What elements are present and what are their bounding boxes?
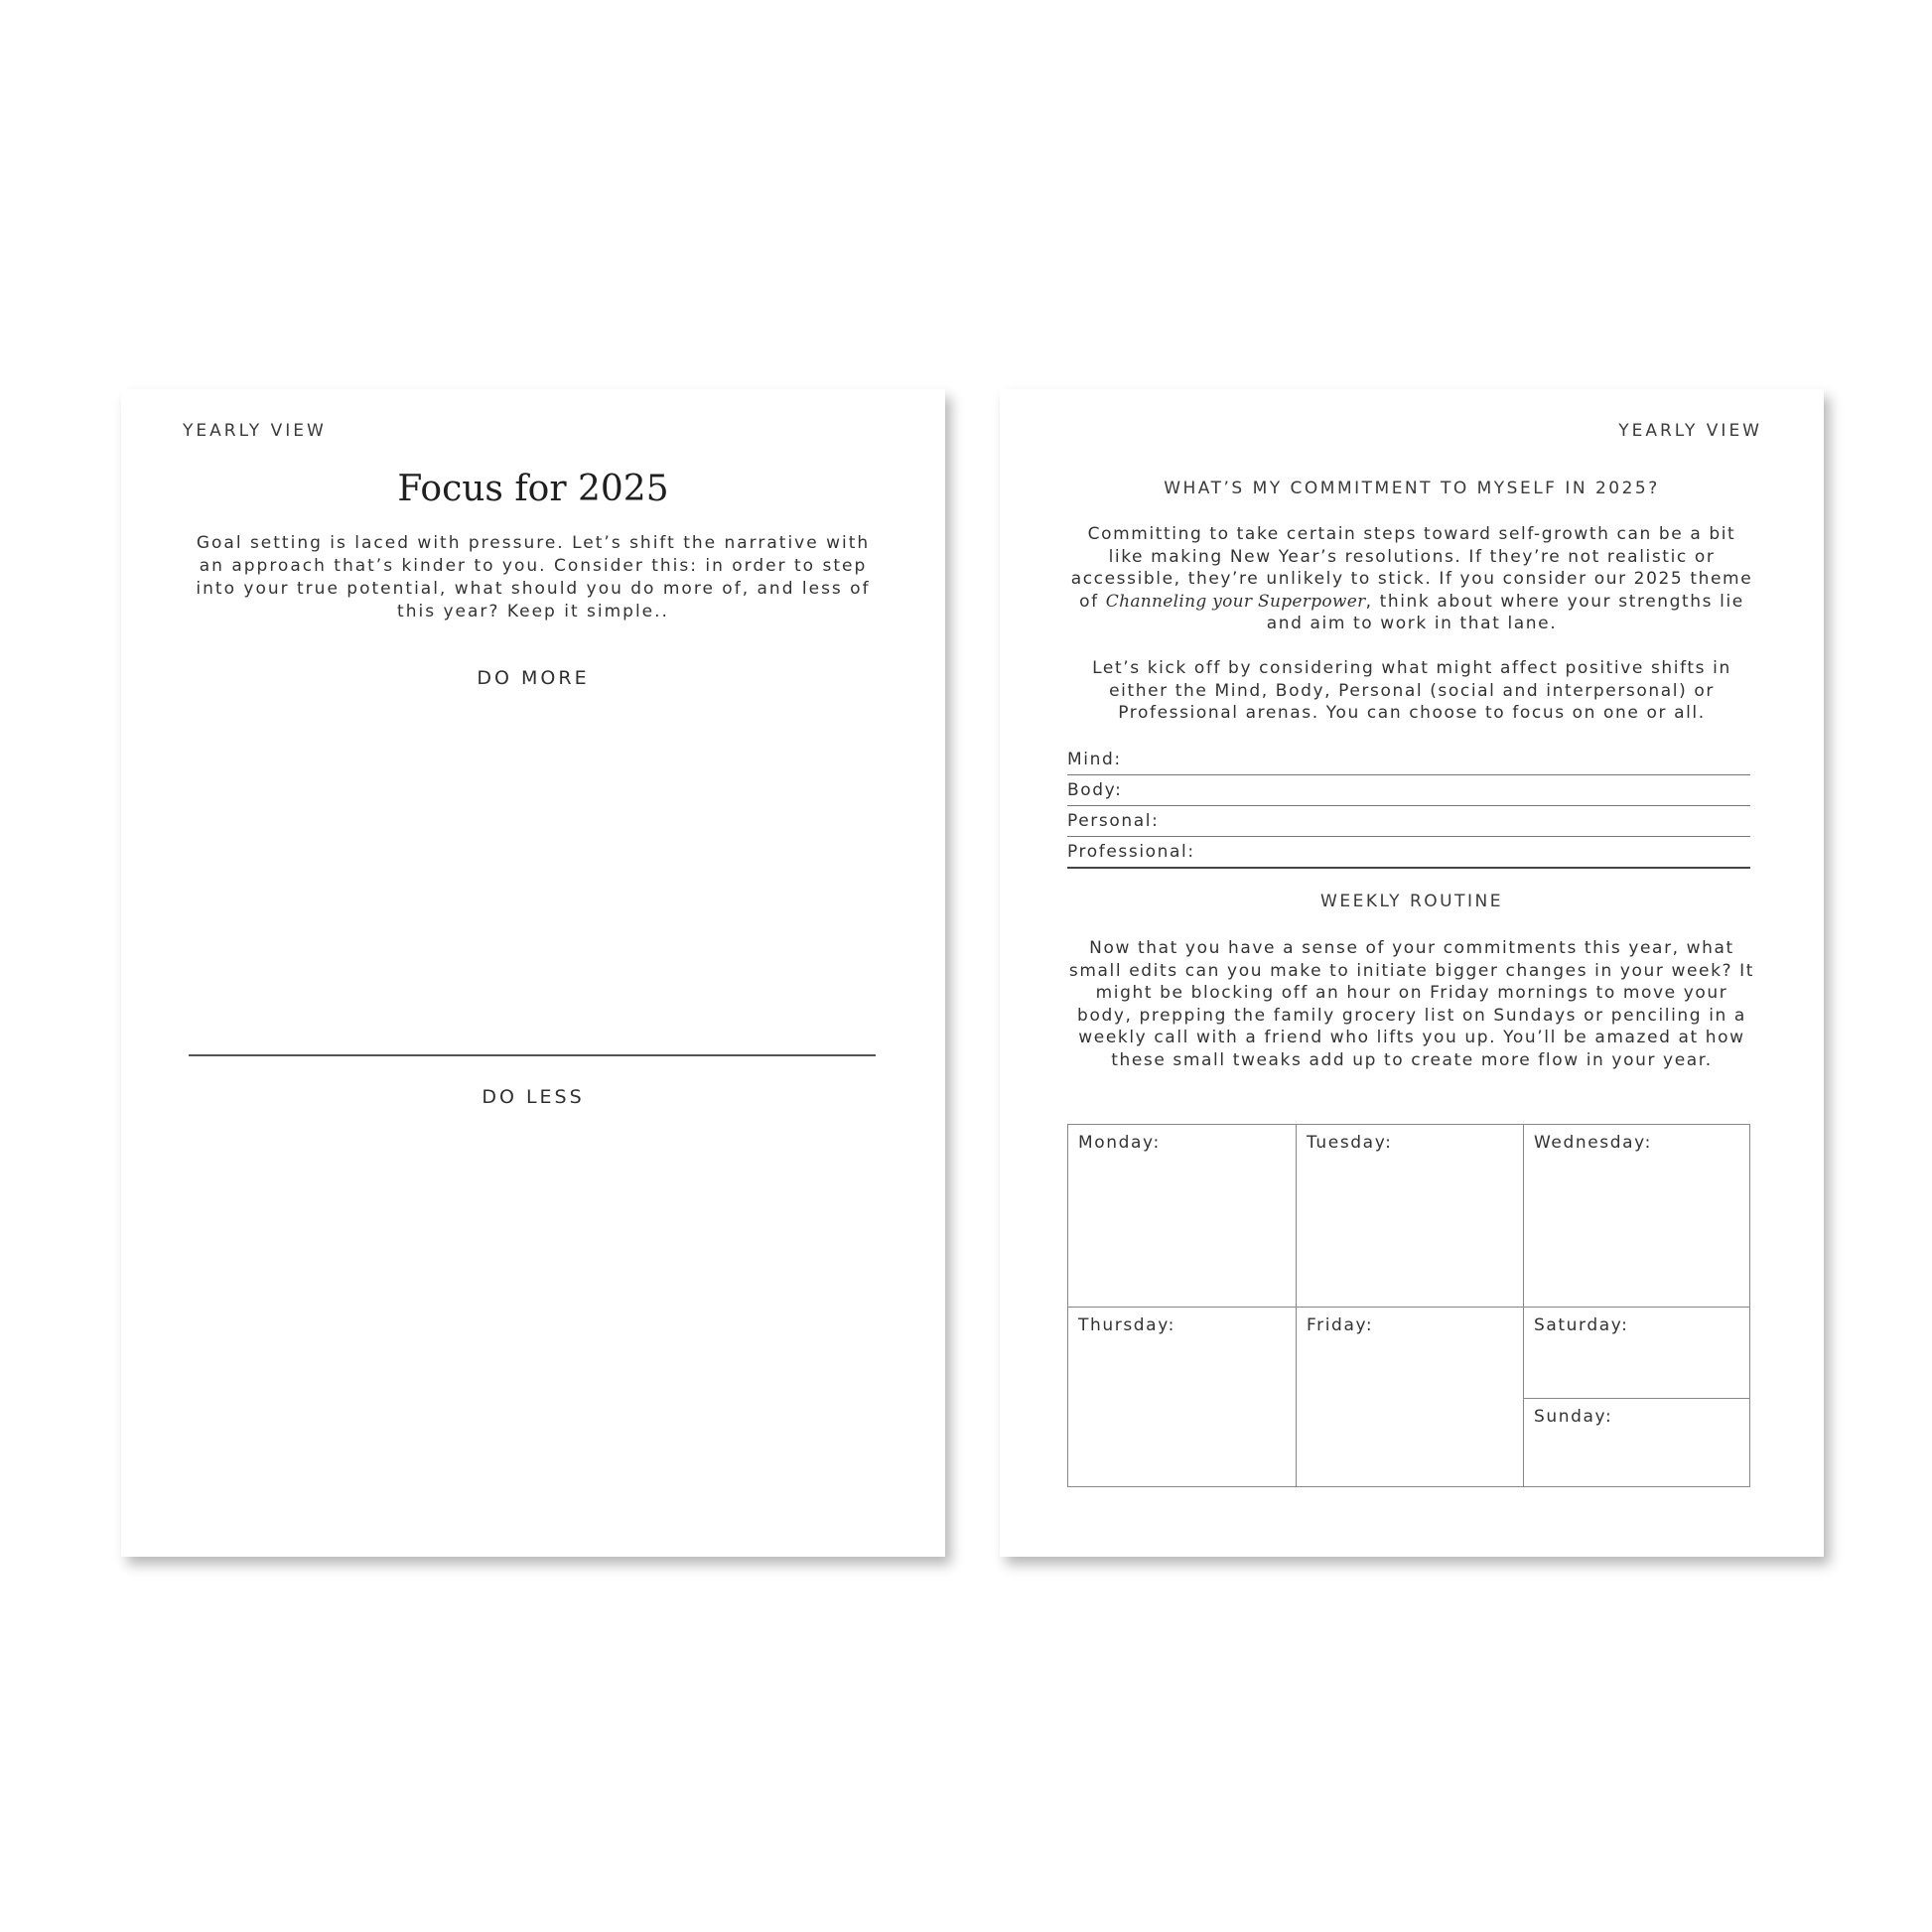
commitment-heading: WHAT’S MY COMMITMENT TO MYSELF IN 2025?: [1164, 479, 1660, 498]
personal-line[interactable]: [1067, 806, 1750, 837]
page-title: Focus for 2025: [397, 469, 669, 509]
professional-label: Professional:: [1067, 842, 1195, 862]
arenas-list: [1067, 745, 1750, 869]
sunday-cell[interactable]: [1523, 1398, 1749, 1487]
right-planner-page: [1000, 389, 1824, 1557]
tuesday-label: Tuesday:: [1307, 1133, 1393, 1153]
weekly-routine-grid: [1067, 1124, 1750, 1487]
commitment-text-start: Committing to take certain steps toward self-growth can be a bit like making New Year’s resolutions. If they’re not realistic or accessible, they’re unlikely to stick. If you consider our 2025 theme of: [1070, 524, 1753, 612]
thursday-label: Thursday:: [1078, 1315, 1175, 1335]
thursday-cell[interactable]: [1068, 1307, 1296, 1487]
commitment-text-end: , think about where your strengths lie and aim to work in that lane.: [1266, 591, 1744, 633]
saturday-label: Saturday:: [1534, 1315, 1629, 1335]
friday-label: Friday:: [1307, 1315, 1374, 1335]
friday-cell[interactable]: [1296, 1307, 1523, 1487]
weekly-routine-heading: WEEKLY ROUTINE: [1320, 892, 1503, 911]
tuesday-cell[interactable]: [1296, 1125, 1523, 1307]
monday-label: Monday:: [1078, 1133, 1161, 1153]
do-more-label: DO MORE: [477, 667, 590, 689]
body-label: Body:: [1067, 780, 1123, 800]
mind-label: Mind:: [1067, 750, 1122, 769]
section-divider: [189, 1054, 876, 1056]
goal-setting-intro: Goal setting is laced with pressure. Let’s shift the narrative with an approach that’s kinder to you. Consider this: in order to step into your true potential, what should you do more of, and less of this year? Keep it simple..: [196, 533, 871, 621]
commitment-paragraph: [1067, 523, 1756, 635]
wednesday-cell[interactable]: [1523, 1125, 1749, 1307]
weekly-routine-paragraph: Now that you have a sense of your commitments this year, what small edits can you make to initiate bigger changes in your week? It might be blocking off an hour on Friday mornings to move your body, prepping the family grocery list on Sundays or penciling in a weekly call with a friend who lifts you up. You’ll be amazed at how these small tweaks add up to create more flow in your year.: [1068, 938, 1755, 1070]
wednesday-label: Wednesday:: [1534, 1133, 1652, 1153]
monday-cell[interactable]: [1068, 1125, 1296, 1307]
theme-emphasis: Channeling your Superpower: [1105, 591, 1366, 612]
body-line[interactable]: [1067, 775, 1750, 806]
left-planner-page: [121, 389, 945, 1557]
arenas-intro-paragraph: Let’s kick off by considering what might affect positive shifts in either the Mind, Body, Personal (social and interpersonal) or Professional arenas. You can choose to focus on one or all.: [1092, 658, 1731, 723]
mind-line[interactable]: [1067, 745, 1750, 775]
do-less-label: DO LESS: [482, 1086, 585, 1108]
personal-label: Personal:: [1067, 811, 1160, 831]
professional-line[interactable]: [1067, 837, 1750, 869]
sunday-label: Sunday:: [1534, 1407, 1613, 1427]
left-page-eyebrow: YEARLY VIEW: [183, 421, 327, 441]
saturday-cell[interactable]: [1523, 1307, 1749, 1398]
right-page-eyebrow: YEARLY VIEW: [1618, 421, 1762, 441]
